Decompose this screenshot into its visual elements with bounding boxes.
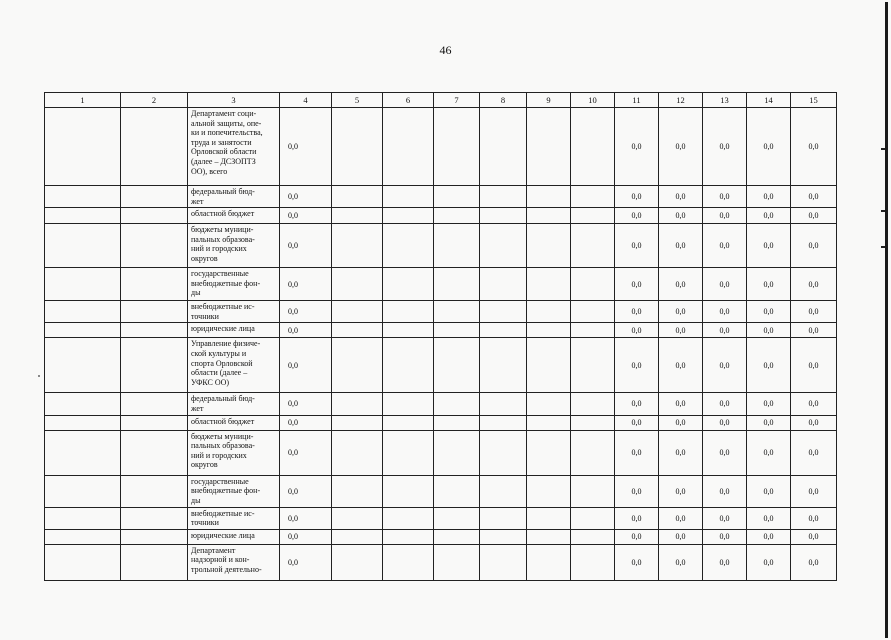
empty-cell	[480, 507, 527, 529]
column-header: 10	[571, 93, 615, 108]
cell-value-col-15: 0,0	[791, 338, 837, 393]
cell-value-col-11: 0,0	[615, 224, 659, 268]
row-label: государственные внебюджетные фон- ды	[188, 475, 280, 507]
empty-cell	[480, 301, 527, 323]
empty-cell	[480, 430, 527, 475]
empty-cell	[332, 108, 383, 186]
empty-cell	[332, 323, 383, 338]
empty-cell	[45, 108, 121, 186]
column-header: 2	[121, 93, 188, 108]
empty-cell	[383, 430, 434, 475]
cell-value-col-11: 0,0	[615, 108, 659, 186]
empty-cell	[434, 415, 480, 430]
cell-value-col-15: 0,0	[791, 430, 837, 475]
empty-cell	[527, 415, 571, 430]
cell-value-col-14: 0,0	[747, 224, 791, 268]
scan-edge-tick	[881, 148, 885, 150]
empty-cell	[434, 544, 480, 580]
empty-cell	[45, 224, 121, 268]
cell-value-col-12: 0,0	[659, 186, 703, 208]
cell-value-col-4: 0,0	[280, 301, 332, 323]
empty-cell	[527, 475, 571, 507]
empty-cell	[527, 430, 571, 475]
column-header: 14	[747, 93, 791, 108]
cell-value-col-4: 0,0	[280, 415, 332, 430]
cell-value-col-12: 0,0	[659, 393, 703, 415]
cell-value-col-4: 0,0	[280, 507, 332, 529]
cell-value-col-4: 0,0	[280, 338, 332, 393]
cell-value-col-15: 0,0	[791, 208, 837, 224]
empty-cell	[45, 323, 121, 338]
row-label: федеральный бюд- жет	[188, 393, 280, 415]
empty-cell	[383, 208, 434, 224]
cell-value-col-13: 0,0	[703, 301, 747, 323]
empty-cell	[527, 323, 571, 338]
empty-cell	[332, 475, 383, 507]
empty-cell	[45, 430, 121, 475]
cell-value-col-14: 0,0	[747, 544, 791, 580]
cell-value-col-4: 0,0	[280, 323, 332, 338]
cell-value-col-14: 0,0	[747, 208, 791, 224]
empty-cell	[121, 415, 188, 430]
empty-cell	[480, 415, 527, 430]
cell-value-col-11: 0,0	[615, 323, 659, 338]
column-header: 7	[434, 93, 480, 108]
cell-value-col-12: 0,0	[659, 529, 703, 544]
empty-cell	[571, 393, 615, 415]
column-header: 5	[332, 93, 383, 108]
cell-value-col-13: 0,0	[703, 338, 747, 393]
empty-cell	[571, 507, 615, 529]
empty-cell	[434, 301, 480, 323]
cell-value-col-13: 0,0	[703, 108, 747, 186]
empty-cell	[332, 224, 383, 268]
cell-value-col-4: 0,0	[280, 544, 332, 580]
empty-cell	[571, 301, 615, 323]
cell-value-col-13: 0,0	[703, 268, 747, 301]
empty-cell	[434, 224, 480, 268]
empty-cell	[571, 338, 615, 393]
row-label: бюджеты муници- пальных образова- ний и городских округов	[188, 430, 280, 475]
empty-cell	[45, 393, 121, 415]
empty-cell	[332, 268, 383, 301]
cell-value-col-15: 0,0	[791, 301, 837, 323]
empty-cell	[527, 186, 571, 208]
cell-value-col-14: 0,0	[747, 268, 791, 301]
empty-cell	[527, 268, 571, 301]
column-header: 9	[527, 93, 571, 108]
cell-value-col-15: 0,0	[791, 507, 837, 529]
empty-cell	[332, 338, 383, 393]
empty-cell	[45, 208, 121, 224]
cell-value-col-11: 0,0	[615, 415, 659, 430]
table-row	[45, 475, 837, 507]
cell-value-col-11: 0,0	[615, 301, 659, 323]
row-label: Департамент соци- альной защиты, опе- ки и попечительства, труда и занятости Орловской области (далее – ДСЗОПТЗ ОО), всего	[188, 108, 280, 186]
empty-cell	[434, 323, 480, 338]
row-label: федеральный бюд- жет	[188, 186, 280, 208]
cell-value-col-4: 0,0	[280, 268, 332, 301]
empty-cell	[480, 224, 527, 268]
empty-cell	[332, 507, 383, 529]
scan-speck	[38, 375, 40, 377]
empty-cell	[332, 393, 383, 415]
cell-value-col-4: 0,0	[280, 430, 332, 475]
empty-cell	[332, 186, 383, 208]
cell-value-col-15: 0,0	[791, 544, 837, 580]
empty-cell	[45, 301, 121, 323]
cell-value-col-13: 0,0	[703, 393, 747, 415]
table-body	[45, 108, 837, 581]
header-row	[45, 93, 837, 108]
cell-value-col-12: 0,0	[659, 507, 703, 529]
row-label: Департамент надзорной и кон- трольной деятельно-	[188, 544, 280, 580]
cell-value-col-14: 0,0	[747, 529, 791, 544]
table-row	[45, 301, 837, 323]
empty-cell	[121, 529, 188, 544]
empty-cell	[434, 208, 480, 224]
empty-cell	[45, 415, 121, 430]
cell-value-col-15: 0,0	[791, 415, 837, 430]
empty-cell	[121, 268, 188, 301]
empty-cell	[571, 268, 615, 301]
cell-value-col-15: 0,0	[791, 529, 837, 544]
cell-value-col-11: 0,0	[615, 507, 659, 529]
cell-value-col-11: 0,0	[615, 338, 659, 393]
cell-value-col-13: 0,0	[703, 186, 747, 208]
cell-value-col-15: 0,0	[791, 224, 837, 268]
empty-cell	[45, 507, 121, 529]
empty-cell	[527, 208, 571, 224]
row-label: внебюджетные ис- точники	[188, 301, 280, 323]
cell-value-col-15: 0,0	[791, 475, 837, 507]
empty-cell	[121, 475, 188, 507]
table-row	[45, 268, 837, 301]
empty-cell	[332, 208, 383, 224]
cell-value-col-15: 0,0	[791, 108, 837, 186]
empty-cell	[121, 544, 188, 580]
row-label: юридические лица	[188, 323, 280, 338]
cell-value-col-15: 0,0	[791, 186, 837, 208]
cell-value-col-14: 0,0	[747, 301, 791, 323]
empty-cell	[383, 544, 434, 580]
empty-cell	[527, 529, 571, 544]
empty-cell	[434, 507, 480, 529]
cell-value-col-13: 0,0	[703, 544, 747, 580]
cell-value-col-13: 0,0	[703, 507, 747, 529]
empty-cell	[480, 208, 527, 224]
cell-value-col-4: 0,0	[280, 475, 332, 507]
cell-value-col-12: 0,0	[659, 208, 703, 224]
cell-value-col-4: 0,0	[280, 224, 332, 268]
cell-value-col-11: 0,0	[615, 393, 659, 415]
empty-cell	[121, 186, 188, 208]
empty-cell	[434, 108, 480, 186]
empty-cell	[527, 393, 571, 415]
cell-value-col-13: 0,0	[703, 415, 747, 430]
column-header: 12	[659, 93, 703, 108]
table-row	[45, 544, 837, 580]
empty-cell	[527, 507, 571, 529]
cell-value-col-12: 0,0	[659, 224, 703, 268]
cell-value-col-12: 0,0	[659, 338, 703, 393]
row-label: государственные внебюджетные фон- ды	[188, 268, 280, 301]
empty-cell	[480, 544, 527, 580]
empty-cell	[571, 529, 615, 544]
cell-value-col-11: 0,0	[615, 529, 659, 544]
empty-cell	[332, 430, 383, 475]
row-label: бюджеты муници- пальных образова- ний и городских округов	[188, 224, 280, 268]
cell-value-col-14: 0,0	[747, 415, 791, 430]
cell-value-col-11: 0,0	[615, 208, 659, 224]
cell-value-col-11: 0,0	[615, 268, 659, 301]
empty-cell	[332, 301, 383, 323]
empty-cell	[434, 338, 480, 393]
row-label: областной бюджет	[188, 208, 280, 224]
cell-value-col-15: 0,0	[791, 268, 837, 301]
empty-cell	[434, 393, 480, 415]
table-row	[45, 430, 837, 475]
cell-value-col-12: 0,0	[659, 108, 703, 186]
empty-cell	[383, 108, 434, 186]
empty-cell	[383, 338, 434, 393]
cell-value-col-14: 0,0	[747, 186, 791, 208]
cell-value-col-12: 0,0	[659, 268, 703, 301]
empty-cell	[121, 430, 188, 475]
empty-cell	[383, 268, 434, 301]
row-label: Управление физиче- ской культуры и спорта Орловской области (далее – УФКС ОО)	[188, 338, 280, 393]
empty-cell	[434, 430, 480, 475]
empty-cell	[383, 475, 434, 507]
empty-cell	[480, 323, 527, 338]
cell-value-col-13: 0,0	[703, 208, 747, 224]
cell-value-col-14: 0,0	[747, 430, 791, 475]
empty-cell	[332, 415, 383, 430]
empty-cell	[434, 529, 480, 544]
empty-cell	[121, 507, 188, 529]
cell-value-col-4: 0,0	[280, 529, 332, 544]
cell-value-col-14: 0,0	[747, 108, 791, 186]
table-row	[45, 415, 837, 430]
empty-cell	[121, 393, 188, 415]
empty-cell	[480, 338, 527, 393]
cell-value-col-14: 0,0	[747, 338, 791, 393]
cell-value-col-4: 0,0	[280, 186, 332, 208]
cell-value-col-12: 0,0	[659, 323, 703, 338]
column-header: 13	[703, 93, 747, 108]
row-label: юридические лица	[188, 529, 280, 544]
empty-cell	[383, 529, 434, 544]
table-row	[45, 338, 837, 393]
empty-cell	[45, 268, 121, 301]
cell-value-col-12: 0,0	[659, 544, 703, 580]
table-row	[45, 529, 837, 544]
empty-cell	[527, 108, 571, 186]
cell-value-col-13: 0,0	[703, 529, 747, 544]
empty-cell	[383, 301, 434, 323]
scan-edge-tick	[881, 246, 885, 248]
cell-value-col-14: 0,0	[747, 475, 791, 507]
cell-value-col-12: 0,0	[659, 415, 703, 430]
empty-cell	[45, 475, 121, 507]
cell-value-col-11: 0,0	[615, 544, 659, 580]
empty-cell	[45, 186, 121, 208]
empty-cell	[571, 544, 615, 580]
empty-cell	[45, 544, 121, 580]
cell-value-col-11: 0,0	[615, 475, 659, 507]
cell-value-col-12: 0,0	[659, 475, 703, 507]
column-header: 6	[383, 93, 434, 108]
empty-cell	[571, 208, 615, 224]
empty-cell	[571, 108, 615, 186]
empty-cell	[571, 186, 615, 208]
table-row	[45, 323, 837, 338]
budget-table	[44, 92, 837, 581]
empty-cell	[571, 475, 615, 507]
empty-cell	[434, 186, 480, 208]
empty-cell	[480, 186, 527, 208]
empty-cell	[121, 323, 188, 338]
table-row	[45, 186, 837, 208]
cell-value-col-4: 0,0	[280, 108, 332, 186]
cell-value-col-13: 0,0	[703, 224, 747, 268]
empty-cell	[480, 475, 527, 507]
empty-cell	[383, 415, 434, 430]
empty-cell	[383, 323, 434, 338]
table-row	[45, 393, 837, 415]
cell-value-col-13: 0,0	[703, 323, 747, 338]
empty-cell	[121, 224, 188, 268]
cell-value-col-15: 0,0	[791, 393, 837, 415]
column-header: 3	[188, 93, 280, 108]
empty-cell	[45, 529, 121, 544]
table-row	[45, 224, 837, 268]
cell-value-col-13: 0,0	[703, 475, 747, 507]
empty-cell	[383, 224, 434, 268]
cell-value-col-11: 0,0	[615, 430, 659, 475]
empty-cell	[383, 186, 434, 208]
cell-value-col-15: 0,0	[791, 323, 837, 338]
empty-cell	[121, 108, 188, 186]
empty-cell	[480, 108, 527, 186]
cell-value-col-4: 0,0	[280, 393, 332, 415]
table-row	[45, 507, 837, 529]
empty-cell	[383, 507, 434, 529]
table-row	[45, 208, 837, 224]
empty-cell	[527, 544, 571, 580]
empty-cell	[434, 475, 480, 507]
cell-value-col-11: 0,0	[615, 186, 659, 208]
cell-value-col-13: 0,0	[703, 430, 747, 475]
empty-cell	[571, 430, 615, 475]
empty-cell	[480, 393, 527, 415]
table-row	[45, 108, 837, 186]
cell-value-col-14: 0,0	[747, 323, 791, 338]
empty-cell	[571, 224, 615, 268]
empty-cell	[527, 224, 571, 268]
column-header: 11	[615, 93, 659, 108]
empty-cell	[383, 393, 434, 415]
empty-cell	[332, 544, 383, 580]
empty-cell	[121, 301, 188, 323]
column-header: 15	[791, 93, 837, 108]
empty-cell	[527, 338, 571, 393]
empty-cell	[121, 338, 188, 393]
column-header: 8	[480, 93, 527, 108]
empty-cell	[571, 323, 615, 338]
empty-cell	[45, 338, 121, 393]
column-header: 4	[280, 93, 332, 108]
column-header: 1	[45, 93, 121, 108]
row-label: внебюджетные ис- точники	[188, 507, 280, 529]
empty-cell	[480, 268, 527, 301]
cell-value-col-14: 0,0	[747, 507, 791, 529]
scan-edge	[885, 2, 888, 638]
scan-edge-tick	[881, 210, 885, 212]
cell-value-col-12: 0,0	[659, 430, 703, 475]
empty-cell	[571, 415, 615, 430]
empty-cell	[121, 208, 188, 224]
row-label: областной бюджет	[188, 415, 280, 430]
cell-value-col-12: 0,0	[659, 301, 703, 323]
page-number: 46	[439, 43, 452, 57]
empty-cell	[332, 529, 383, 544]
empty-cell	[527, 301, 571, 323]
empty-cell	[480, 529, 527, 544]
cell-value-col-4: 0,0	[280, 208, 332, 224]
cell-value-col-14: 0,0	[747, 393, 791, 415]
empty-cell	[434, 268, 480, 301]
